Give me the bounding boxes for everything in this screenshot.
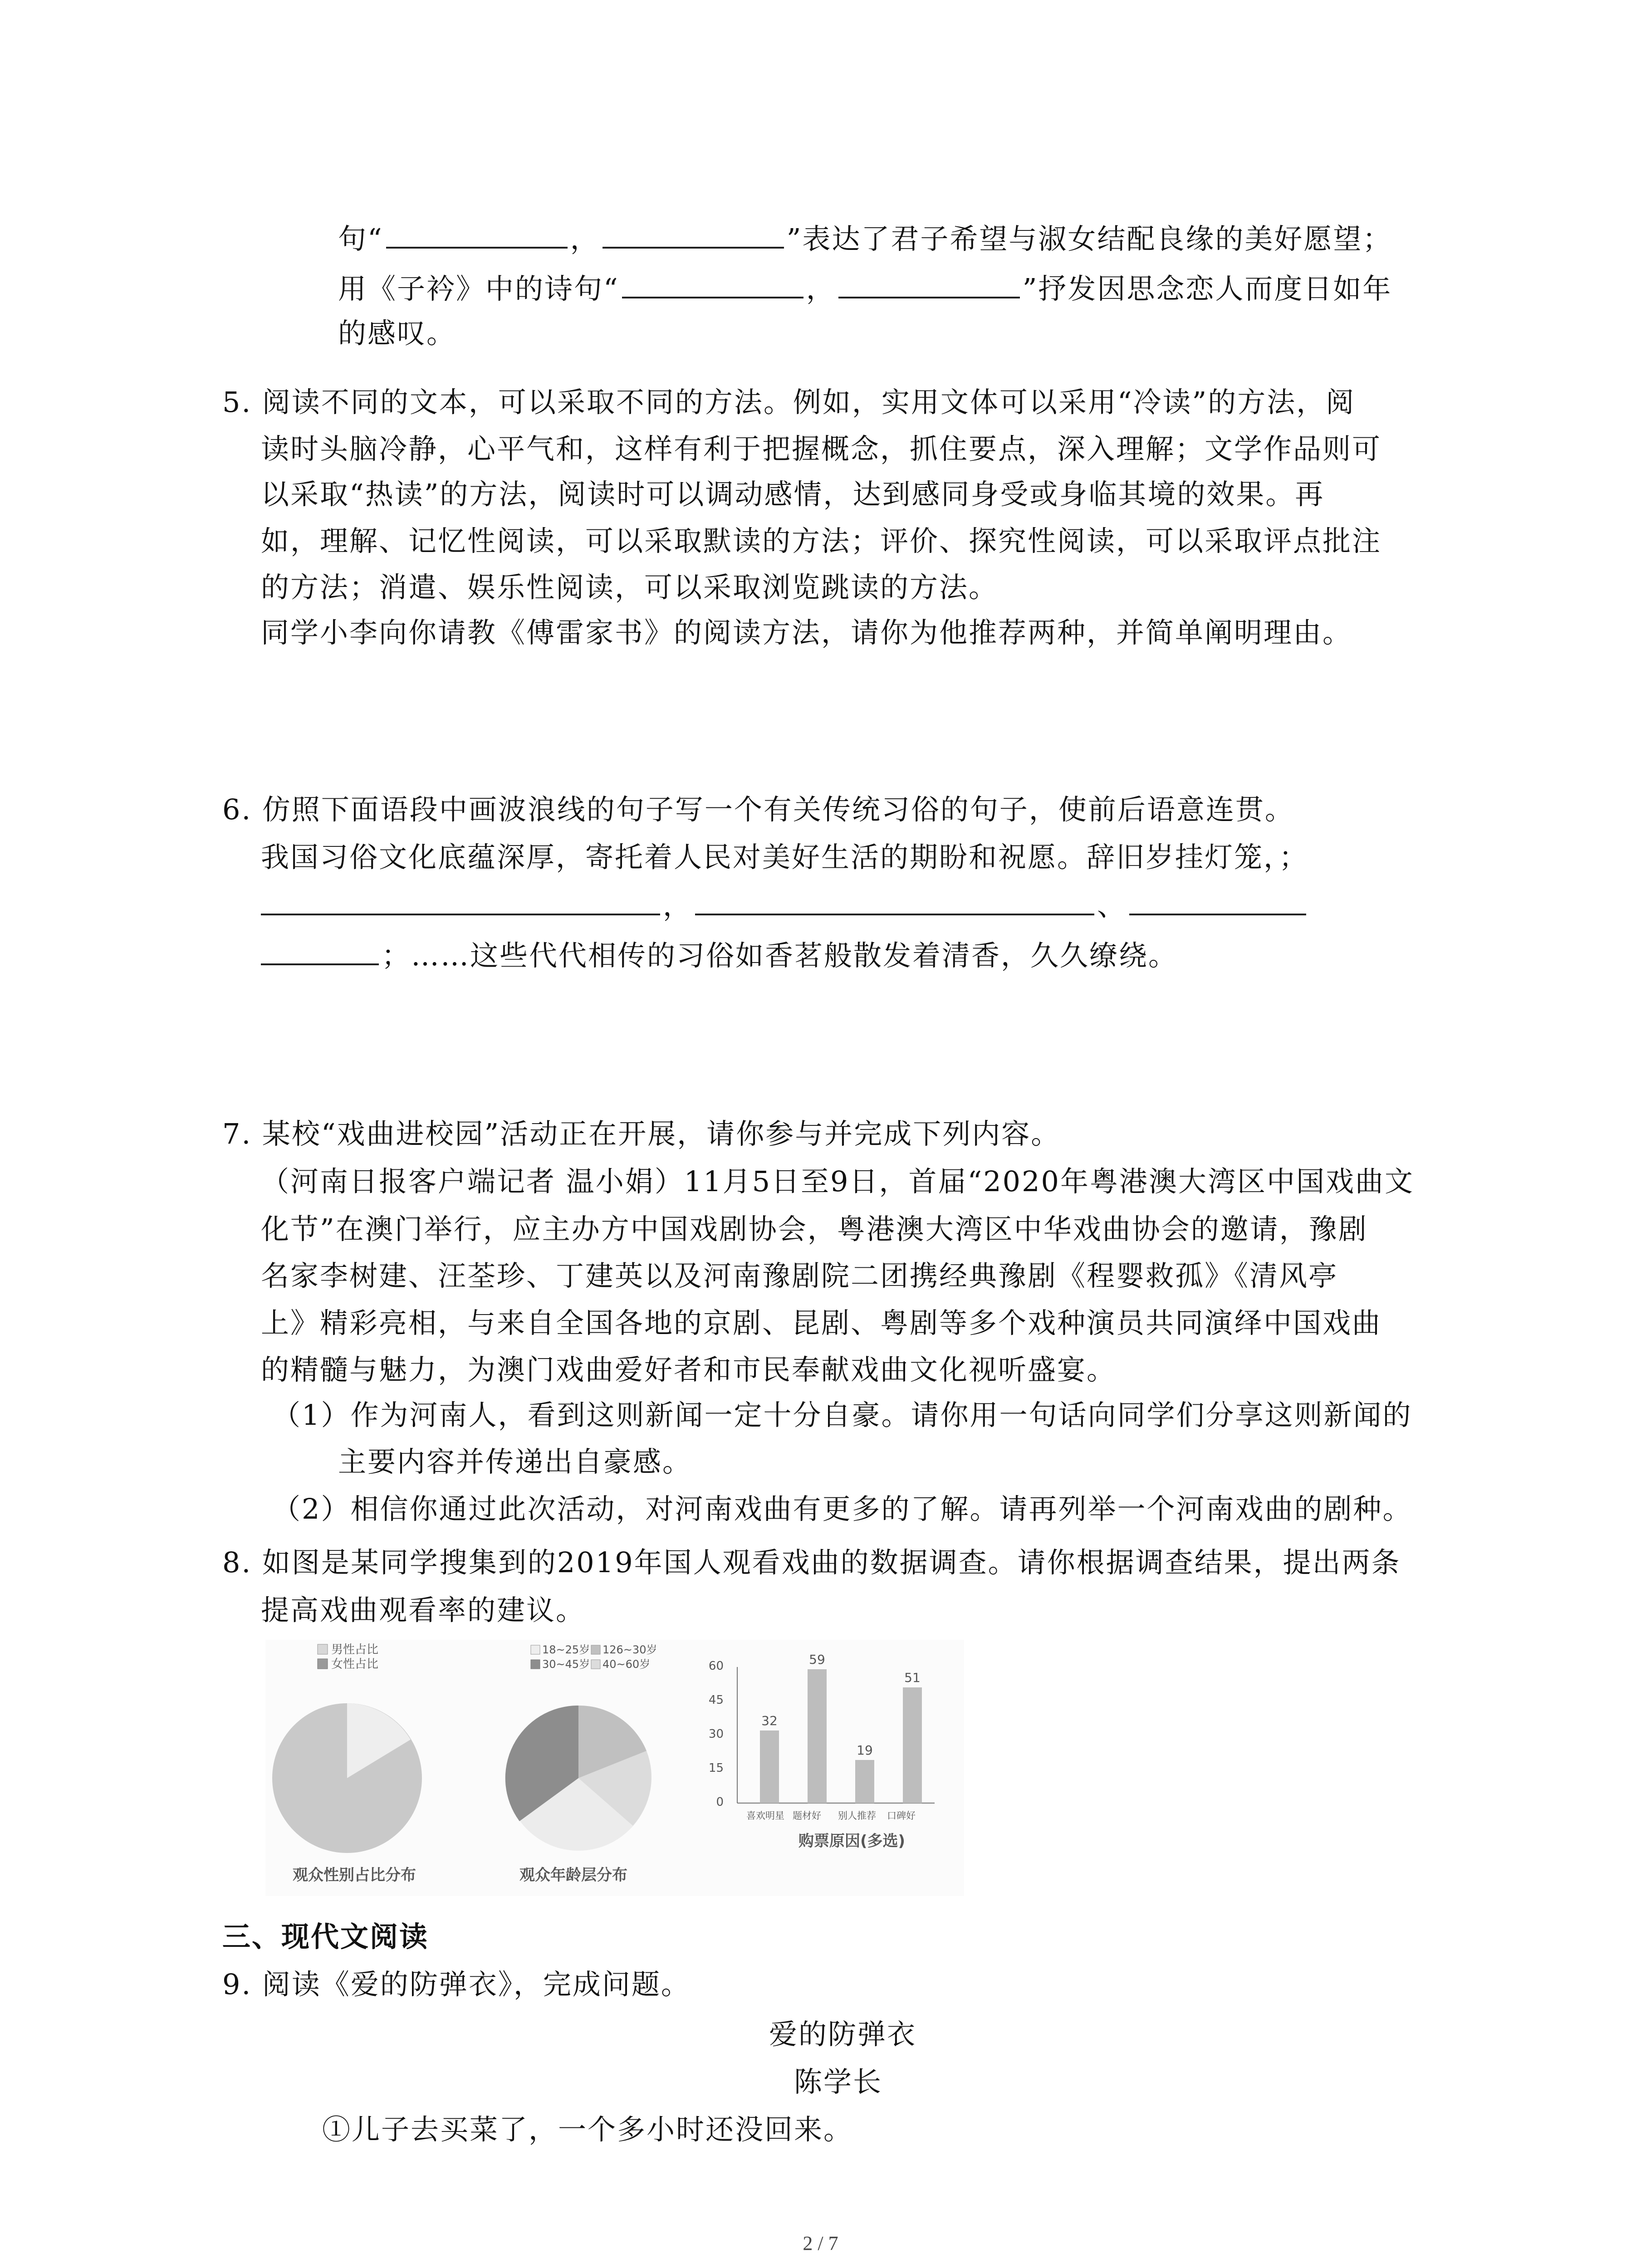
- q5-line-4: 如，理解、记忆性阅读，可以采取默读的方法；评价、探究性阅读，可以采取评点批注: [261, 524, 1382, 557]
- q7-sub2: （2）相信你通过此次活动，对河南戏曲有更多的了解。请再列举一个河南戏曲的剧种。: [272, 1492, 1412, 1525]
- answer-blank[interactable]: [622, 268, 803, 298]
- legend-label-female: 女性占比: [331, 1657, 379, 1671]
- bar-chart-xlabel: 购票原因(多选): [798, 1832, 906, 1850]
- legend-label-age-4: 40~60岁: [603, 1658, 651, 1671]
- q7-line-6: 的精髓与魅力，为澳门戏曲爱好者和市民奉献戏曲文化视听盛宴。: [261, 1353, 1117, 1386]
- bar-value-label: 19: [857, 1743, 873, 1758]
- bar-1: [808, 1669, 827, 1803]
- q4-line1-sep: ，: [570, 222, 600, 255]
- legend-swatch-female: [318, 1659, 328, 1669]
- x-tick-label: 题材好: [793, 1810, 821, 1821]
- legend-swatch-age-3: [531, 1660, 540, 1669]
- q8-line-1: 8. 如图是某同学搜集到的2019年国人观看戏曲的数据调查。请你根据调查结果，提出两条: [222, 1546, 1401, 1579]
- legend-label-age-1: 18~25岁: [542, 1643, 590, 1656]
- q5-line-5: 的方法；消遣、娱乐性阅读，可以采取浏览跳读的方法。: [261, 571, 999, 604]
- q4-line-2: [338, 268, 1392, 309]
- legend-label-age-3: 30~45岁: [542, 1658, 590, 1671]
- page-number: 2 / 7: [803, 2232, 838, 2254]
- q4-line-3: 的感叹。: [338, 317, 456, 350]
- answer-blank[interactable]: [603, 218, 784, 249]
- q6-line-2: 我国习俗文化底蕴深厚，寄托着人民对美好生活的期盼和祝愿。辞旧岁挂灯笼，；: [261, 841, 1309, 874]
- q7-line-2: （河南日报客户端记者 温小娟）11月5日至9日，首届“2020年粤港澳大湾区中国戏曲文: [261, 1165, 1414, 1198]
- q6-line-1: 6. 仿照下面语段中画波浪线的句子写一个有关传统习俗的句子，使前后语意连贯。: [222, 793, 1294, 826]
- q7-line-3: 化节”在澳门举行，应主办方中国戏剧协会，粤港澳大湾区中华戏曲协会的邀请，豫剧: [261, 1212, 1368, 1246]
- q9-prompt: 9. 阅读《爱的防弹衣》，完成问题。: [222, 1968, 691, 2001]
- q4-line-1: [338, 218, 1392, 259]
- passage-paragraph-1: ①儿子去买菜了，一个多小时还没回来。: [322, 2113, 853, 2146]
- q5-line-3: 以采取“热读”的方法，阅读时可以调动感情，达到感同身受或身临其境的效果。再: [261, 478, 1325, 511]
- q6-line-4: [261, 934, 1178, 976]
- answer-blank[interactable]: [695, 885, 1094, 915]
- x-tick-label: 喜欢明星: [746, 1810, 784, 1821]
- y-tick-label: 60: [708, 1659, 724, 1673]
- legend-label-age-2: 126~30岁: [603, 1643, 657, 1656]
- q6-line4-post: ；……这些代代相传的习俗如香茗般散发着清香，久久缭绕。: [382, 939, 1178, 972]
- q4-line2-sep: ，: [806, 272, 836, 305]
- y-tick-label: 30: [708, 1727, 724, 1741]
- q6-line-3: [261, 885, 1309, 926]
- bar-value-label: 32: [761, 1713, 778, 1728]
- bar-0: [760, 1730, 779, 1803]
- legend-swatch-male: [318, 1644, 328, 1654]
- q6-line3-sep2: 、: [1097, 889, 1127, 922]
- ticket-reason-bar-chart: [709, 1652, 935, 1850]
- q5-line-6: 同学小李向你请教《傅雷家书》的阅读方法，请你为他推荐两种，并简单阐明理由。: [261, 616, 1352, 649]
- answer-blank[interactable]: [261, 885, 660, 915]
- q6-line3-sep1: ，: [663, 889, 693, 922]
- q4-line1-post: ”表达了君子希望与淑女结配良缘的美好愿望；: [786, 222, 1392, 255]
- answer-blank[interactable]: [386, 218, 568, 249]
- survey-figure: [265, 1640, 964, 1896]
- gender-pie-chart: [272, 1643, 422, 1884]
- passage-author: 陈学长: [794, 2065, 883, 2098]
- bar-3: [903, 1687, 922, 1803]
- y-tick-label: 45: [708, 1693, 724, 1707]
- q4-line1-pre: 句“: [338, 222, 383, 255]
- survey-charts-svg: [265, 1640, 964, 1896]
- legend-swatch-age-2: [591, 1645, 600, 1654]
- gender-pie-title: 观众性别占比分布: [293, 1866, 416, 1884]
- answer-blank[interactable]: [261, 934, 379, 965]
- legend-swatch-age-1: [531, 1645, 540, 1654]
- x-tick-label: 口碑好: [887, 1810, 916, 1821]
- q7-sub1-a: （1）作为河南人，看到这则新闻一定十分自豪。请你用一句话向同学们分享这则新闻的: [272, 1398, 1412, 1432]
- q4-line2-post: ”抒发因思念恋人而度日如年: [1022, 272, 1392, 305]
- q5-line-1: 5. 阅读不同的文本，可以采取不同的方法。例如，实用文体可以采用“冷读”的方法，阅: [222, 386, 1356, 419]
- q7-line-1: 7. 某校“戏曲进校园”活动正在开展，请你参与并完成下列内容。: [222, 1117, 1061, 1150]
- passage-title: 爱的防弹衣: [769, 2018, 917, 2051]
- bar-value-label: 51: [904, 1670, 921, 1685]
- answer-blank[interactable]: [838, 268, 1020, 298]
- x-tick-label: 别人推荐: [838, 1810, 876, 1821]
- answer-blank[interactable]: [1129, 885, 1306, 915]
- legend-swatch-age-4: [591, 1660, 600, 1669]
- bar-2: [855, 1760, 874, 1803]
- q4-line2-pre: 用《子衿》中的诗句“: [338, 272, 619, 305]
- age-pie-title: 观众年龄层分布: [519, 1866, 627, 1884]
- age-pie-chart: [505, 1643, 657, 1884]
- q7-sub1-b: 主要内容并传递出自豪感。: [338, 1445, 692, 1478]
- y-tick-label: 15: [708, 1761, 724, 1775]
- q7-line-4: 名家李树建、汪荃珍、丁建英以及河南豫剧院二团携经典豫剧《程婴救孤》《清风亭: [261, 1259, 1338, 1292]
- q5-line-2: 读时头脑冷静，心平气和，这样有利于把握概念，抓住要点，深入理解；文学作品则可: [261, 432, 1382, 465]
- q8-line-2: 提高戏曲观看率的建议。: [261, 1593, 586, 1627]
- legend-label-male: 男性占比: [331, 1643, 379, 1657]
- y-tick-label: 0: [716, 1795, 724, 1809]
- bar-value-label: 59: [809, 1652, 825, 1667]
- q7-line-5: 上》精彩亮相，与来自全国各地的京剧、昆剧、粤剧等多个戏种演员共同演绎中国戏曲: [261, 1306, 1382, 1339]
- section-heading: 三、现代文阅读: [222, 1920, 429, 1953]
